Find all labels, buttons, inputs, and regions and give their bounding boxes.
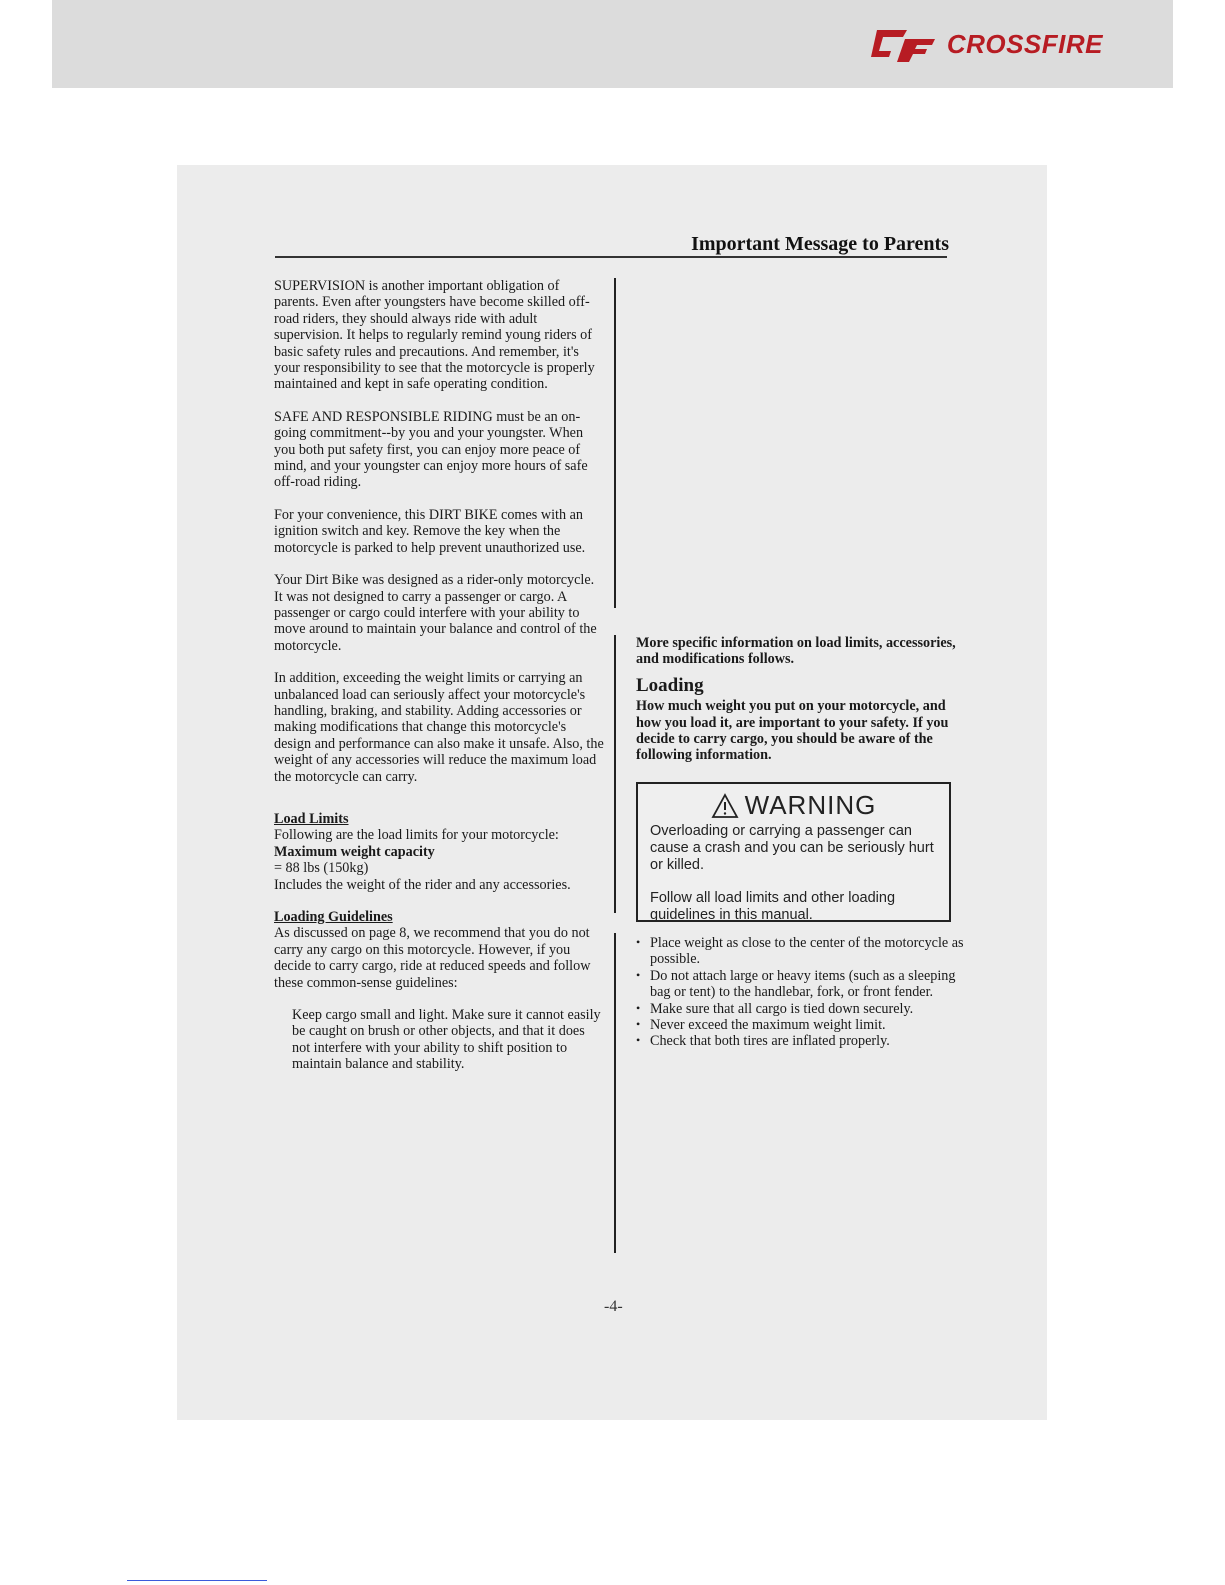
left-column	[274, 278, 604, 1089]
rider-only-paragraph: Your Dirt Bike was designed as a rider-only motorcycle. It was not designed to carry a passenger or cargo. A passenger or cargo could interfere with your ability to move around to maintain your balance and control of the motorcycle.	[274, 572, 597, 654]
loading-guidelines-text: As discussed on page 8, we recommend that you do not carry any cargo on this motorcycle. However, if you decide to carry cargo, ride at reduced speeds and follow these common-sense guidelines:	[274, 925, 591, 991]
warning-triangle-icon	[711, 793, 739, 819]
right-column-loading	[636, 635, 966, 764]
warning-text-2: Follow all load limits and other loading guidelines in this manual.	[650, 890, 896, 923]
loading-text: How much weight you put on your motorcycle, and how you load it, are important to your safety. If you decide to carry cargo, you should be aware of the following information.	[636, 698, 949, 764]
load-limits-intro: Following are the load limits for your motorcycle:	[274, 827, 559, 844]
loading-guidelines-heading: Loading Guidelines	[274, 909, 393, 925]
column-divider-bottom	[614, 933, 616, 1253]
weight-limits-paragraph: In addition, exceeding the weight limits or carrying an unbalanced load can seriously affect your motorcycle's handling, braking, and stability. Adding accessories or making modifications that change this motorcycle's design and performance can also make it unsafe. Also, the weight of any accessories will reduce the maximum load the motorcycle can carry.	[274, 670, 604, 785]
warning-box	[636, 782, 951, 922]
load-limits-section	[274, 811, 604, 893]
column-divider-middle	[614, 635, 616, 913]
crossfire-logo-icon	[867, 26, 937, 62]
loading-guidelines-indent: Keep cargo small and light. Make sure it cannot easily be caught on brush or other objects, and that it does not interfere with your ability to shift position to maintain balance and stability.	[292, 1007, 601, 1073]
header-bar	[52, 0, 1173, 88]
list-item: • Never exceed the maximum weight limit.	[636, 1017, 966, 1033]
supervision-paragraph: SUPERVISION is another important obligation of parents. Even after youngsters have become skilled off-road riders, they should always ride with adult supervision. It helps to regularly remind young riders of basic safety rules and precautions. And remember, it's your responsibility to see that the motorcycle is properly maintained and kept in safe operating condition.	[274, 278, 595, 393]
max-weight-value: = 88 lbs (150kg)	[274, 860, 369, 877]
max-weight-label: Maximum weight capacity	[274, 843, 435, 860]
warning-title: WARNING	[744, 790, 877, 820]
manual-page-scan	[177, 165, 1047, 1420]
includes-text: Includes the weight of the rider and any accessories.	[274, 876, 571, 893]
loading-title: Loading	[636, 674, 704, 696]
list-item: • Check that both tires are inflated properly.	[636, 1033, 966, 1049]
warning-heading	[650, 790, 937, 821]
bottom-link-underline	[127, 1580, 267, 1581]
warning-text-1: Overloading or carrying a passenger can cause a crash and you can be seriously hurt or killed.	[650, 823, 934, 873]
load-limits-heading: Load Limits	[274, 810, 349, 827]
page-title: Important Message to Parents	[691, 233, 949, 255]
brand-name: CROSSFIRE	[946, 28, 1103, 59]
brand-logo	[867, 26, 1103, 62]
column-divider-top	[614, 278, 616, 608]
ignition-paragraph: For your convenience, this DIRT BIKE comes with an ignition switch and key. Remove the key when the motorcycle is parked to help prevent unauthorized use.	[274, 506, 586, 556]
list-item: • Do not attach large or heavy items (such as a sleeping bag or tent) to the handlebar, fork, or front fender.	[636, 968, 966, 1001]
page-number: -4-	[604, 1298, 623, 1315]
more-info-text: More specific information on load limits, accessories, and modifications follows.	[636, 635, 956, 668]
list-item: • Place weight as close to the center of the motorcycle as possible.	[636, 935, 966, 968]
loading-bullet-list	[636, 935, 966, 1050]
list-item: • Make sure that all cargo is tied down securely.	[636, 1001, 966, 1017]
safe-riding-paragraph: SAFE AND RESPONSIBLE RIDING must be an on-going commitment--by you and your youngster. When you both put safety first, you can enjoy more peace of mind, and your youngster can enjoy more hours of safe off-road riding.	[274, 408, 588, 491]
loading-guidelines-section	[274, 909, 604, 1073]
title-rule	[275, 256, 947, 258]
